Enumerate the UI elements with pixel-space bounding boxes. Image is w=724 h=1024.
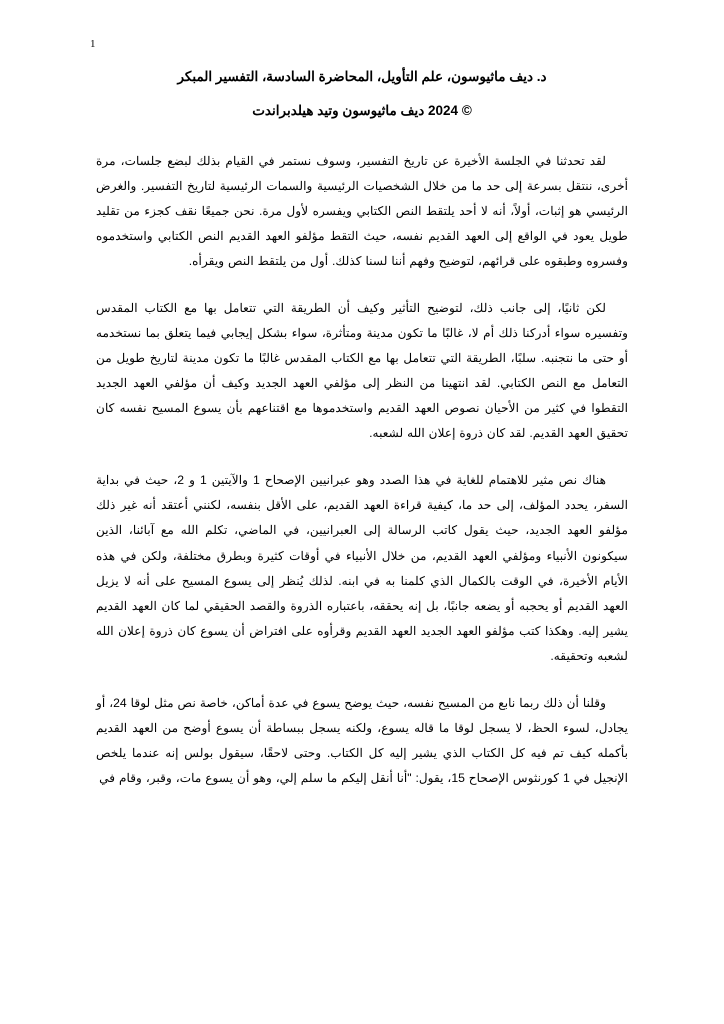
paragraph: هناك نص مثير للاهتمام للغاية في هذا الصدد وهو عبرانيين الإصحاح 1 والآيتين 1 و 2، حيث في بداية السفر، يحدد المؤلف، إلى حد ما، كيفية قراءة العهد القديم، على الأقل بنفسه، لكنني أعتقد أنه غير ذلك مؤلفو العهد الجديد، حيث يقول كاتب الرسالة إلى العبرانيين، في الماضي، تكلم الله مع آبائنا، الذين سيكونون الأنبياء ومؤلفي العهد القديم، من خلال الأنبياء في أوقات كثيرة وبطرق مختلفة، ولكن في هذه الأيام الأخيرة، في الوقت بالكمال الذي كلمنا به في ابنه. لذلك يُنظر إلى يسوع المسيح على أنه لا يزيل العهد القديم أو يحجبه أو يضعه جانبًا، بل إنه يحققه، باعتباره الذروة والقصد الحقيقي لما كان العهد القديم يشير إليه. وهكذا كتب مؤلفو العهد الجديد العهد القديم وقرأوه على افتراض أن يسوع كان ذروة إعلان الله لشعبه وتحقيقه. (96, 473, 628, 663)
document-subtitle: © 2024 ديف ماثيوسون وتيد هيلدبراندت (252, 102, 472, 118)
document-body (96, 149, 628, 790)
paragraph: وقلنا أن ذلك ربما نابع من المسيح نفسه، حيث يوضح يسوع في عدة أماكن، خاصة نص مثل لوقا 24، أو يجادل، لسوء الحظ، لا يسجل لوقا ما قاله يسوع، ولكنه يسجل ببساطة أن يسوع أوضح من العهد القديم بأكمله كيف تم فيه كل الكتاب الذي يشير إليه كل الكتاب. وحتى لاحقًا، سيقول بولس إنه عندما يلخص الإنجيل في 1 كورنثوس الإصحاح 15، يقول: "أنا أنقل إليكم ما سلم إلي، وهو أن يسوع مات، وقبر، وقام في (96, 695, 628, 785)
document-title: د. ديف ماثيوسون، علم التأويل، المحاضرة السادسة، التفسير المبكر (177, 69, 547, 84)
paragraph: لقد تحدثنا في الجلسة الأخيرة عن تاريخ التفسير، وسوف نستمر في القيام بذلك لبضع جلسات، مرة أخرى، ننتقل بسرعة إلى حد ما من خلال الشخصيات الرئيسية والسمات الرئيسية لتاريخ التفسير. والغرض الرئيسي هو إثبات، أولاً، أنه لا أحد يلتقط النص الكتابي ويفسره لأول مرة. نحن جميعًا نقف كجزء من تقليد طويل يعود في الواقع إلى العهد القديم نفسه، حيث التقط مؤلفو العهد القديم النص الكتابي واستخدموه وفسروه وطبقوه على قرائهم، لتوضيح وفهم أننا لسنا كذلك. أول من يلتقط النص ويقرأه. (96, 154, 628, 269)
title-block (96, 64, 628, 123)
page-number: 1 (90, 38, 96, 50)
paragraph: لكن ثانيًا، إلى جانب ذلك، لتوضيح التأثير وكيف أن الطريقة التي تتعامل بها مع الكتاب المقدس وتفسيره سواء أدركنا ذلك أم لا، غالبًا ما تكون مدينة ومتأثرة، سواء بشكل إيجابي فيما يتعلق بما نستخدمه أو حتى ما نتجنبه. سلبًا، الطريقة التي تتعامل بها مع الكتاب المقدس غالبًا ما تكون مدينة لتاريخ طويل من التعامل مع النص الكتابي. لقد انتهينا من النظر إلى مؤلفي العهد الجديد وكيف أن مؤلفي العهد الجديد التقطوا في كثير من الأحيان نصوص العهد القديم واستخدموها مع اقتناعهم بأن يسوع المسيح نفسه كان تحقيق العهد القديم. لقد كان ذروة إعلان الله لشعبه. (96, 301, 628, 441)
